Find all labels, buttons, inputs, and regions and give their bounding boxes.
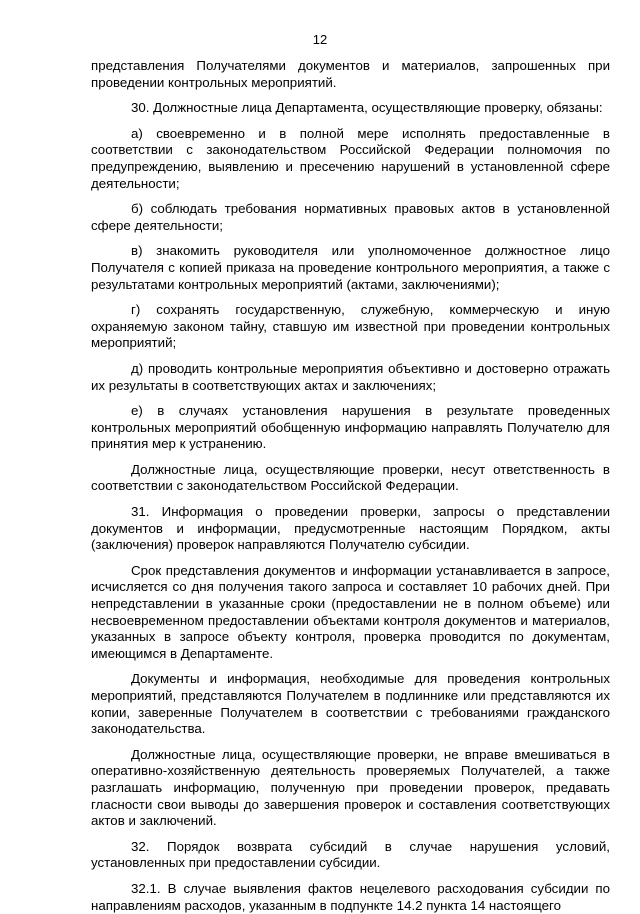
paragraph-documents: Документы и информация, необходимые для проведения контрольных мероприятий, представляются Получателем в подлиннике или представляются их копии, заверенные Получателем в соответствии с требованиями гражданского законодательства. <box>91 671 610 737</box>
page-number: 12 <box>312 32 328 47</box>
paragraph-item-30b: б) соблюдать требования нормативных правовых актов в установленной сфере деятельности; <box>91 201 610 233</box>
paragraph-deadline: Срок представления документов и информации устанавливается в запросе, исчисляется со дня получения такого запроса и составляет 10 рабочих дней. При непредставлении в указанные сроки (предоставлении не в полном объеме) или несвоевременном предоставлении объектами контроля документов и материалов, указанных в запросе объекту контроля, проверка проводится по документам, имеющимся в Департаменте. <box>91 562 610 661</box>
paragraph-noninterference: Должностные лица, осуществляющие проверки, не вправе вмешиваться в оперативно-хозяйственную деятельность проверяемых Получателей, а также разглашать информацию, полученную при проведении проверок, предавать гласности свои выводы до завершения проверок и составления соответствующих актов и заключений. <box>91 746 610 829</box>
paragraph-responsibility: Должностные лица, осуществляющие проверки, несут ответственность в соответствии с законодательством Российской Федерации. <box>91 461 610 494</box>
paragraph-item-31: 31. Информация о проведении проверки, запросы о представлении документов и информации, предусмотренные настоящим Порядком, акты (заключения) проверок направляются Получателю субсидии. <box>91 504 610 553</box>
paragraph-item-30: 30. Должностные лица Департамента, осуществляющие проверку, обязаны: <box>131 100 603 116</box>
paragraph-item-30v: в) знакомить руководителя или уполномоченное должностное лицо Получателя с копией приказа на проведение контрольного мероприятия, а также с результатами контрольных мероприятий (актами, заключениями); <box>91 243 610 292</box>
paragraph-item-30d: д) проводить контрольные мероприятия объективно и достоверно отражать их результаты в соответствующих актах и заключениях; <box>91 360 610 393</box>
paragraph-item-30e: е) в случаях установления нарушения в результате проведенных контрольных мероприятий обобщенную информацию направлять Получателю для принятия мер к устранению. <box>91 403 610 452</box>
paragraph-continuation: представления Получателями документов и материалов, запрошенных при проведении контрольных мероприятий. <box>91 58 610 90</box>
paragraph-item-30a: а) своевременно и в полной мере исполнять предоставленные в соответствии с законодательством Российской Федерации полномочия по предупреждению, выявлению и пресечению нарушений в установленной сфере деятельности; <box>91 125 610 191</box>
paragraph-item-30g: г) сохранять государственную, служебную, коммерческую и иную охраняемую законом тайну, ставшую им известной при проведении контрольных мероприятий; <box>91 302 610 351</box>
paragraph-item-32: 32. Порядок возврата субсидий в случае нарушения условий, установленных при предоставлении субсидии. <box>91 838 610 871</box>
paragraph-item-32-1: 32.1. В случае выявления фактов нецелевого расходования субсидии по направлениям расходов, указанным в подпункте 14.2 пункта 14 настоящего <box>91 880 610 913</box>
document-body <box>91 58 610 914</box>
